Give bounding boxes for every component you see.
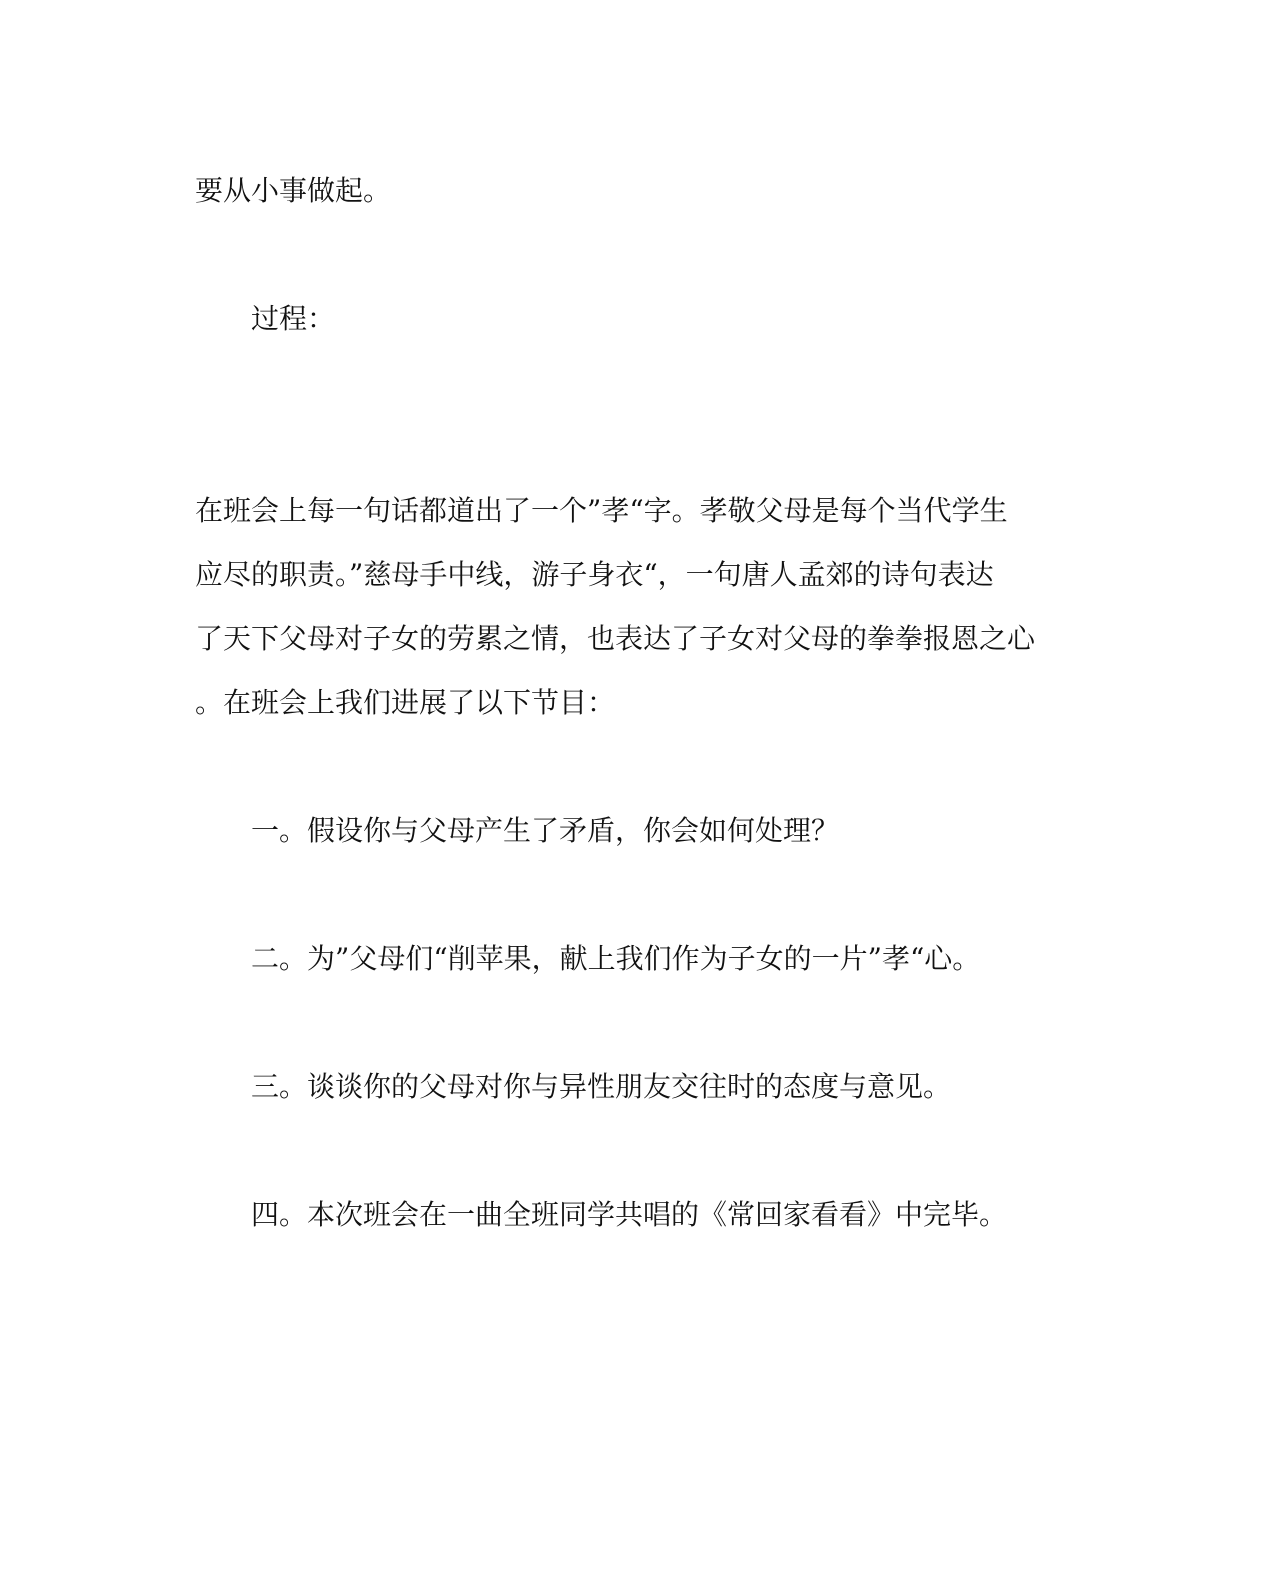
- paragraph-line: 在班会上每一句话都道出了一个”孝“字。孝敬父母是每个当代学生: [195, 494, 1008, 527]
- list-item-4: 四。本次班会在一曲全班同学共唱的《常回家看看》中完毕。: [251, 1198, 1008, 1231]
- paragraph-line: 。在班会上我们进展了以下节目：: [195, 686, 616, 719]
- list-item-3: 三。谈谈你的父母对你与异性朋友交往时的态度与意见。: [251, 1070, 952, 1103]
- section-heading-process: 过程：: [251, 302, 336, 335]
- paragraph-line: 应尽的职责。”慈母手中线，游子身衣“，一句唐人孟郊的诗句表达: [195, 558, 994, 591]
- list-item-2: 二。为”父母们“削苹果，献上我们作为子女的一片”孝“心。: [251, 942, 981, 975]
- paragraph-line: 要从小事做起。: [195, 174, 392, 207]
- paragraph-line: 了天下父母对子女的劳累之情，也表达了子女对父母的拳拳报恩之心: [195, 622, 1036, 655]
- list-item-1: 一。假设你与父母产生了矛盾，你会如何处理？: [251, 814, 840, 847]
